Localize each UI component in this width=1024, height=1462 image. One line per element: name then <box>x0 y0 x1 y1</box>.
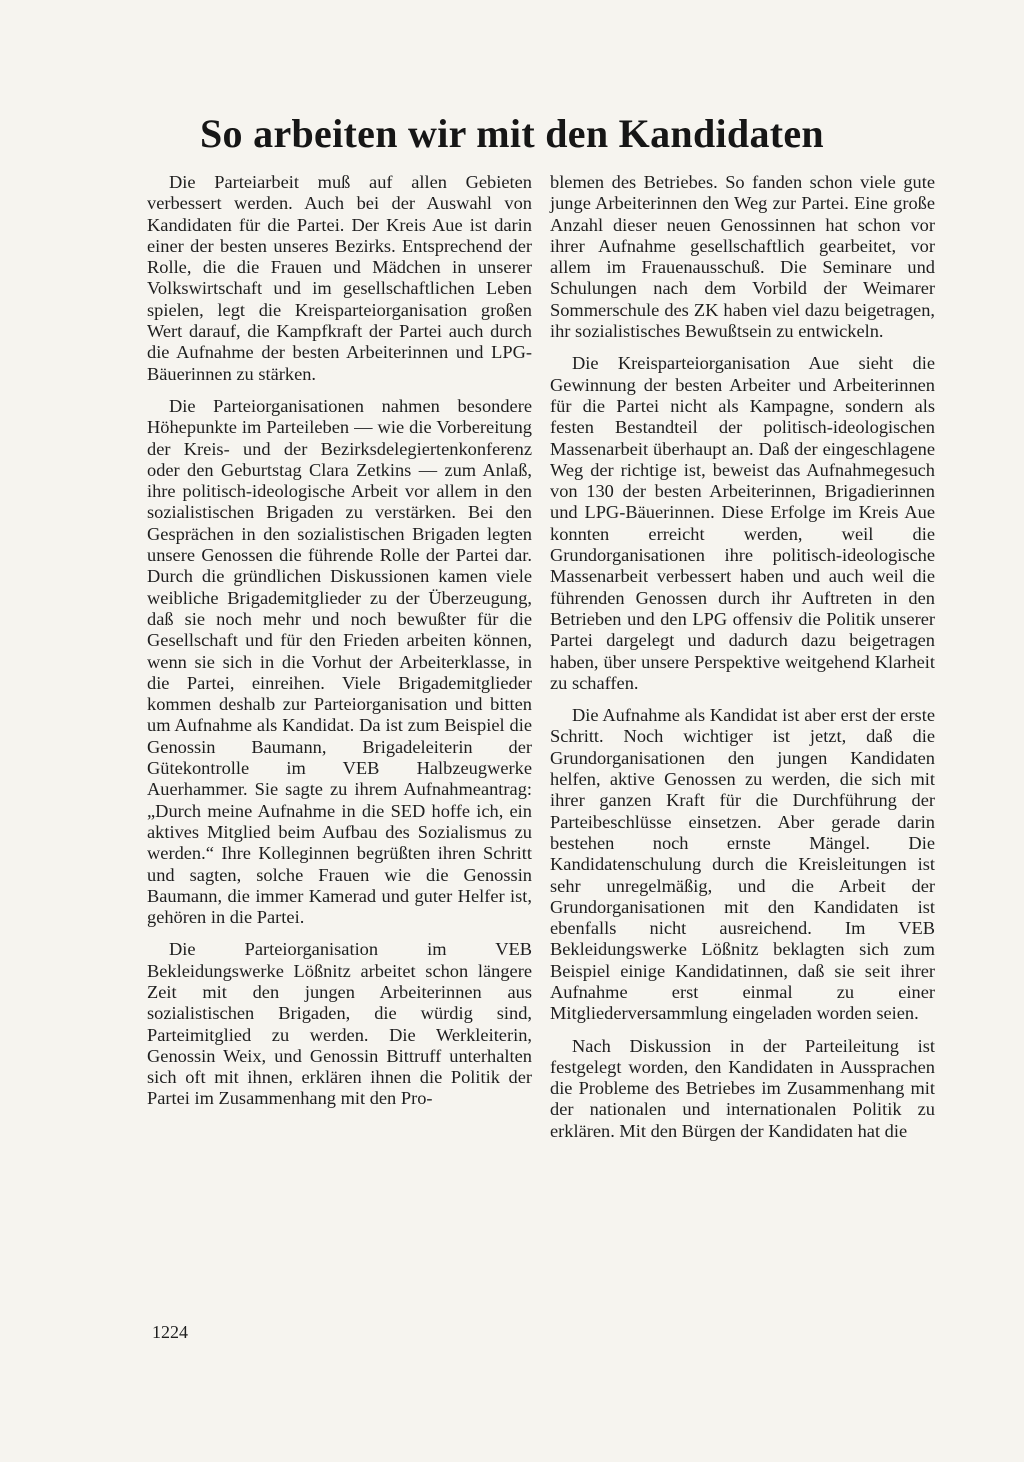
paragraph: Die Parteiorganisationen nahmen besondere Höhepunkte im Parteileben — wie die Vorbereitung der Kreis- und der Bezirksdelegiertenkonferenz oder den Geburtstag Clara Zetkins — zum Anlaß, ihre politisch-ideologische Arbeit vor allem in den sozialistischen Brigaden zu verstärken. Bei den Gesprächen in den sozialistischen Brigaden legten unsere Genossen die führende Rolle der Partei dar. Durch die gründlichen Diskussionen kamen viele weibliche Brigademitglieder zu der Überzeugung, daß sie noch mehr und noch bewußter für die Gesellschaft und für den Frieden arbeiten können, wenn sie sich in die Vorhut der Arbeiterklasse, in die Partei, einreihen. Viele Brigademitglieder kommen deshalb zur Parteiorganisation und bitten um Aufnahme als Kandidat. Da ist zum Beispiel die Genossin Baumann, Brigadeleiterin der Gütekontrolle im VEB Halbzeugwerke Auerhammer. Sie sagte zu ihrem Aufnahmeantrag: „Durch meine Aufnahme in die SED hoffe ich, ein aktives Mitglied beim Aufbau des Sozialismus zu werden.“ Ihre Kolleginnen begrüßten ihren Schritt und sagten, solche Frauen wie die Genossin Baumann, die immer Kamerad und guter Helfer ist, gehören in die Partei. <box>147 395 532 928</box>
text-column-left <box>147 172 532 1110</box>
paragraph: Die Parteiarbeit muß auf allen Gebieten verbessert werden. Auch bei der Auswahl von Kandidaten für die Partei. Der Kreis Aue ist darin einer der besten unseres Bezirks. Entsprechend der Rolle, die die Frauen und Mädchen in unserer Volkswirtschaft und im gesellschaftlichen Leben spielen, legt die Kreisparteiorganisation großen Wert darauf, die Kampfkraft der Partei auch durch die Aufnahme der besten Arbeiterinnen und LPG-Bäuerinnen zu stärken. <box>147 172 532 384</box>
paragraph: Nach Diskussion in der Parteileitung ist festgelegt worden, den Kandidaten in Aussprachen die Probleme des Betriebes im Zusammenhang mit der nationalen und internationalen Politik zu erklären. Mit den Bürgen der Kandidaten hat die <box>550 1035 935 1141</box>
paragraph-continued: blemen des Betriebes. So fanden schon viele gute junge Arbeiterinnen den Weg zur Partei. Eine große Anzahl dieser neuen Genossinnen hat schon vor ihrer Aufnahme gesellschaftlich gearbeitet, vor allem im Frauenausschuß. Die Seminare und Schulungen nach dem Vorbild der Weimarer Sommerschule des ZK haben viel dazu beigetragen, ihr sozialistisches Bewußtsein zu entwickeln. <box>550 172 935 342</box>
text-column-right <box>550 172 935 1142</box>
paragraph: Die Parteiorganisation im VEB Bekleidungswerke Lößnitz arbeitet schon längere Zeit mit den jungen Arbeiterinnen aus sozialistischen Brigaden, die würdig sind, Parteimitglied zu werden. Die Werkleiterin, Genossin Weix, und Genossin Bittruff unterhalten sich oft mit ihnen, erklären ihnen die Politik der Partei im Zusammenhang mit den Pro- <box>147 939 532 1109</box>
paragraph: Die Kreisparteiorganisation Aue sieht die Gewinnung der besten Arbeiter und Arbeiterinnen für die Partei nicht als Kampagne, sondern als festen Bestandteil der politisch-ideologischen Massenarbeit überhaupt an. Daß der eingeschlagene Weg der richtige ist, beweist das Aufnahmegesuch von 130 der besten Arbeiterinnen, Brigadierinnen und LPG-Bäuerinnen. Diese Erfolge im Kreis Aue konnten erreicht werden, weil die Grundorganisationen ihre politisch-ideologische Massenarbeit verbessert haben und auch weil die führenden Genossen durch ihr Auftreten in den Betrieben und den LPG offensiv die Politik unserer Partei dargelegt und dadurch dazu beigetragen haben, über unsere Perspektive weitgehend Klarheit zu schaffen. <box>550 353 935 693</box>
page-number: 1224 <box>152 1322 188 1342</box>
article-title: So arbeiten wir mit den Kandidaten <box>200 111 824 156</box>
paragraph: Die Aufnahme als Kandidat ist aber erst der erste Schritt. Noch wichtiger ist jetzt, daß die Grundorganisationen den jungen Kandidaten helfen, aktive Genossen zu werden, die sich mit ihrer ganzen Kraft für die Durchführung der Parteibeschlüsse einsetzen. Aber gerade darin bestehen noch ernste Mängel. Die Kandidatenschulung durch die Kreisleitungen ist sehr unregelmäßig, und die Arbeit der Grundorganisationen mit den Kandidaten ist ebenfalls nicht ausreichend. Im VEB Bekleidungswerke Lößnitz beklagten sich zum Beispiel einige Kandidatinnen, daß sie seit ihrer Aufnahme erst einmal zu einer Mitgliederversammlung eingeladen worden seien. <box>550 705 935 1024</box>
